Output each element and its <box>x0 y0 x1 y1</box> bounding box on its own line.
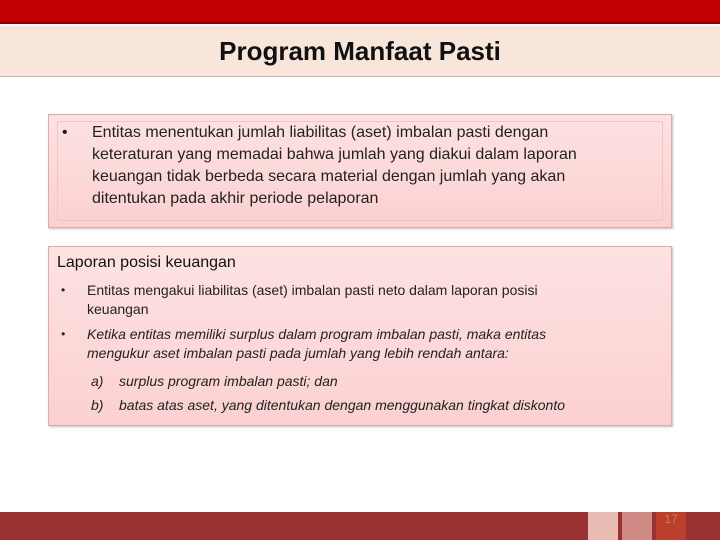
list-item-text <box>87 325 546 363</box>
item1-line-2: keuangan <box>87 301 149 317</box>
footer-square-4 <box>690 512 720 540</box>
slide-title: Program Manfaat Pasti <box>219 35 501 66</box>
definition-text-3: keuangan tidak berbeda secara material dengan jumlah yang akan <box>92 168 566 185</box>
sub-item-text: surplus program imbalan pasti; dan <box>119 373 338 389</box>
footer-square-1 <box>588 512 618 540</box>
financial-position-heading: Laporan posisi keuangan <box>57 254 236 271</box>
list-item <box>57 325 663 363</box>
sub-list-item <box>57 393 663 417</box>
financial-position-box <box>48 246 672 426</box>
definition-box-inner <box>57 121 663 221</box>
item2-line-1: Ketika entitas memiliki surplus dalam program imbalan pasti, maka entitas <box>87 326 547 342</box>
definition-text-1: Entitas menentukan jumlah liabilitas (aset) imbalan pasti dengan <box>92 124 549 141</box>
definition-line <box>58 144 654 166</box>
definition-line <box>58 188 654 210</box>
list-item <box>57 281 663 319</box>
definition-line <box>58 166 654 188</box>
footer-square-2 <box>622 512 652 540</box>
definition-box <box>48 114 672 228</box>
bullet-icon: • <box>61 327 66 341</box>
list-item-text <box>87 281 538 319</box>
bullet-icon: • <box>62 124 68 141</box>
page-number: 17 <box>664 512 678 526</box>
item1-line-1: Entitas mengakui liabilitas (aset) imbalan pasti neto dalam laporan posisi <box>87 282 538 298</box>
definition-text-4: ditentukan pada akhir periode pelaporan <box>92 190 379 207</box>
top-red-bar <box>0 0 720 24</box>
sub-item-marker: b) <box>91 397 104 413</box>
sub-list-item <box>57 369 663 393</box>
title-band <box>0 26 720 77</box>
sub-item-text: batas atas aset, yang ditentukan dengan menggunakan tingkat diskonto <box>119 397 565 413</box>
definition-text-2: keteraturan yang memadai bahwa jumlah yang diakui dalam laporan <box>92 146 577 163</box>
item2-line-2: mengukur aset imbalan pasti pada jumlah yang lebih rendah antara: <box>87 345 509 361</box>
sub-item-marker: a) <box>91 373 104 389</box>
definition-line <box>58 122 654 144</box>
bullet-icon: • <box>61 283 66 297</box>
